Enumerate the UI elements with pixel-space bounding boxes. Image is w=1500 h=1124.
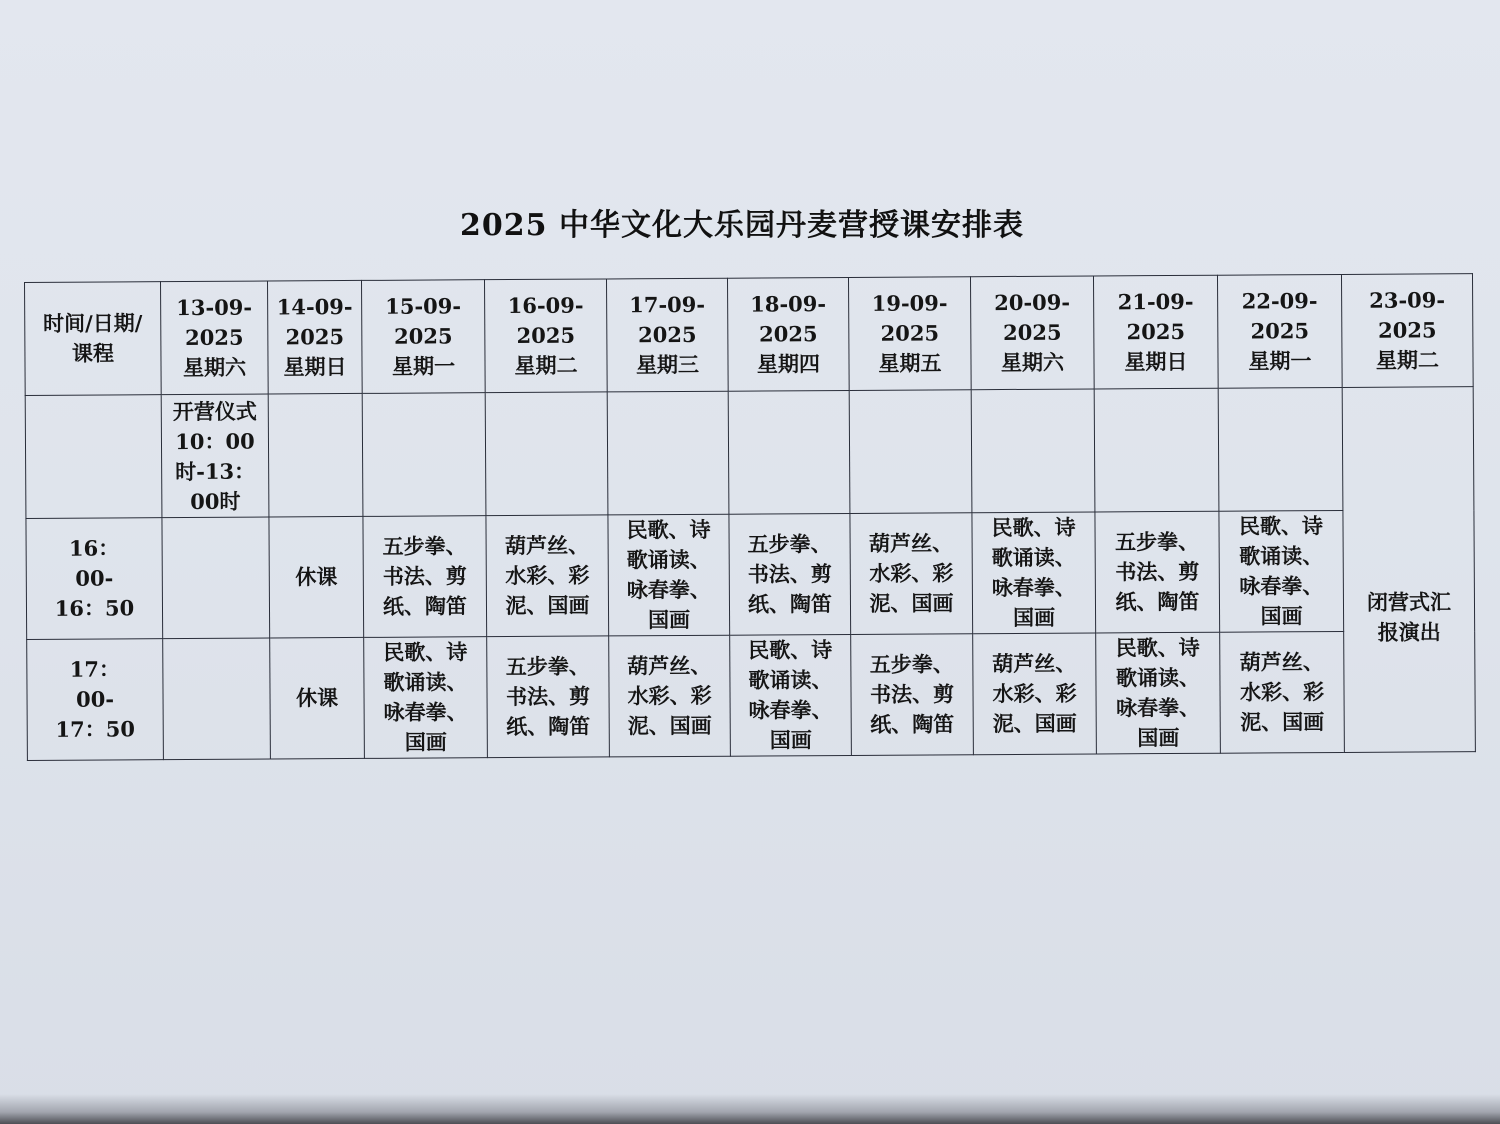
course-text: 葫芦丝、水彩、彩泥、国画 xyxy=(992,650,1077,737)
course-text: 民歌、诗歌诵读、咏春拳、国画 xyxy=(991,514,1076,630)
course-cell xyxy=(850,513,973,635)
empty-cell xyxy=(268,393,363,517)
course-cell xyxy=(851,634,974,756)
empty-cell xyxy=(163,638,271,760)
date-header-weekday: 星期五 xyxy=(878,350,942,376)
empty-cell xyxy=(1218,387,1343,511)
course-cell xyxy=(363,516,487,638)
course-text: 民歌、诗歌诵读、咏春拳、国画 xyxy=(1115,634,1201,751)
course-text: 民歌、诗歌诵读、咏春拳、国画 xyxy=(1238,513,1324,629)
schedule-table-wrapper xyxy=(24,273,1476,761)
date-header-weekday: 星期一 xyxy=(391,353,456,379)
course-cell xyxy=(729,513,851,635)
date-header-weekday: 星期四 xyxy=(756,351,821,377)
course-text: 葫芦丝、水彩、彩泥、国画 xyxy=(505,532,590,619)
photo-edge-shadow xyxy=(0,1094,1500,1124)
date-header-date: 14-09- xyxy=(276,293,353,320)
course-text: 休课 xyxy=(295,685,339,711)
time-slot-row xyxy=(27,631,1476,761)
date-header-weekday: 星期一 xyxy=(1248,348,1312,374)
course-cell xyxy=(269,516,364,638)
date-header-year: 2025 xyxy=(516,322,576,348)
schedule-table xyxy=(24,273,1476,761)
date-header-year: 2025 xyxy=(394,323,453,349)
date-header-date: 22-09- xyxy=(1241,288,1318,314)
course-text: 民歌、诗歌诵读、咏春拳、国画 xyxy=(626,516,711,633)
date-header-cell xyxy=(484,279,607,393)
empty-cell xyxy=(485,392,608,516)
course-text: 五步拳、书法、剪纸、陶笛 xyxy=(747,531,833,617)
date-header-cell xyxy=(361,280,485,394)
header-row xyxy=(25,274,1474,396)
date-header-date: 17-09- xyxy=(629,291,706,318)
empty-cell xyxy=(971,389,1095,513)
course-text: 五步拳、书法、剪纸、陶笛 xyxy=(382,533,468,619)
date-header-date: 15-09- xyxy=(385,293,462,319)
date-header-weekday: 星期六 xyxy=(1000,349,1065,376)
course-cell xyxy=(972,512,1096,634)
date-header-year: 2025 xyxy=(638,321,697,348)
date-header-cell xyxy=(1341,274,1473,388)
ceremony-text: 开营仪式10：00时-13：00时 xyxy=(172,398,257,514)
time-slot-cell xyxy=(26,518,163,640)
date-header-year: 2025 xyxy=(185,324,244,351)
course-cell xyxy=(1096,632,1221,754)
course-text: 休课 xyxy=(295,564,338,590)
date-header-cell xyxy=(161,281,269,395)
course-text: 葫芦丝、水彩、彩泥、国画 xyxy=(869,530,954,616)
date-header-weekday: 星期日 xyxy=(1124,348,1188,375)
course-cell xyxy=(973,633,1097,755)
date-header-year: 2025 xyxy=(759,321,818,347)
corner-header-text: 时间/日期/课程 xyxy=(43,310,143,366)
empty-cell xyxy=(1094,388,1219,512)
empty-cell xyxy=(728,390,850,514)
time-slot-text: 16：00-16：50 xyxy=(54,535,135,621)
course-text: 葫芦丝、水彩、彩泥、国画 xyxy=(627,652,712,739)
course-text: 民歌、诗歌诵读、咏春拳、国画 xyxy=(383,639,468,755)
ceremony-row-time-cell xyxy=(25,395,162,519)
date-header-date: 21-09- xyxy=(1117,288,1194,315)
closing-ceremony-text: 闭营式汇报演出 xyxy=(1366,589,1452,645)
empty-cell xyxy=(607,391,729,515)
date-header-cell xyxy=(606,278,728,392)
date-header-date: 19-09- xyxy=(871,290,948,316)
date-header-year: 2025 xyxy=(285,324,345,350)
time-slot-cell xyxy=(27,639,164,761)
date-header-year: 2025 xyxy=(1003,319,1062,346)
date-header-date: 16-09- xyxy=(507,292,584,319)
course-cell xyxy=(1095,511,1220,633)
course-text: 五步拳、书法、剪纸、陶笛 xyxy=(869,651,955,737)
page-title: 2025 中华文化大乐园丹麦营授课安排表 xyxy=(460,208,1024,243)
ceremony-cell xyxy=(161,394,269,518)
course-text: 葫芦丝、水彩、彩泥、国画 xyxy=(1239,649,1325,735)
date-header-date: 18-09- xyxy=(750,291,827,317)
date-header-cell xyxy=(970,276,1094,390)
empty-cell xyxy=(162,517,270,639)
date-header-cell xyxy=(1093,275,1218,389)
time-slot-text: 17：00-17：50 xyxy=(55,656,136,742)
course-cell xyxy=(730,634,852,756)
date-header-cell xyxy=(267,280,362,394)
closing-ceremony-cell xyxy=(1342,387,1475,753)
course-text: 五步拳、书法、剪纸、陶笛 xyxy=(1115,528,1200,615)
date-header-year: 2025 xyxy=(1250,318,1310,344)
date-header-cell xyxy=(848,277,971,391)
date-header-weekday: 星期日 xyxy=(283,354,347,380)
course-text: 五步拳、书法、剪纸、陶笛 xyxy=(505,653,591,740)
date-header-year: 2025 xyxy=(1378,317,1437,343)
date-header-date: 23-09- xyxy=(1369,287,1446,313)
course-cell xyxy=(364,637,488,759)
date-header-year: 2025 xyxy=(880,320,940,346)
course-cell xyxy=(1220,631,1345,753)
course-cell xyxy=(608,514,730,636)
date-header-weekday: 星期三 xyxy=(635,351,700,378)
ceremony-row xyxy=(25,387,1474,519)
course-cell xyxy=(270,637,365,759)
empty-cell xyxy=(849,390,972,514)
date-header-date: 20-09- xyxy=(994,289,1071,316)
course-text: 民歌、诗歌诵读、咏春拳、国画 xyxy=(748,637,833,753)
course-cell xyxy=(609,635,731,757)
empty-cell xyxy=(362,393,486,517)
date-header-weekday: 星期六 xyxy=(182,354,247,381)
date-header-cell xyxy=(1217,274,1342,388)
course-cell xyxy=(486,515,609,637)
date-header-weekday: 星期二 xyxy=(1375,347,1440,373)
date-header-year: 2025 xyxy=(1126,318,1186,345)
course-cell xyxy=(1219,510,1344,632)
date-header-weekday: 星期二 xyxy=(514,352,578,379)
date-header-cell xyxy=(727,277,849,391)
time-slot-row xyxy=(26,510,1475,640)
date-header-date: 13-09- xyxy=(176,294,253,321)
corner-header-cell xyxy=(25,282,162,396)
course-cell xyxy=(487,636,610,758)
